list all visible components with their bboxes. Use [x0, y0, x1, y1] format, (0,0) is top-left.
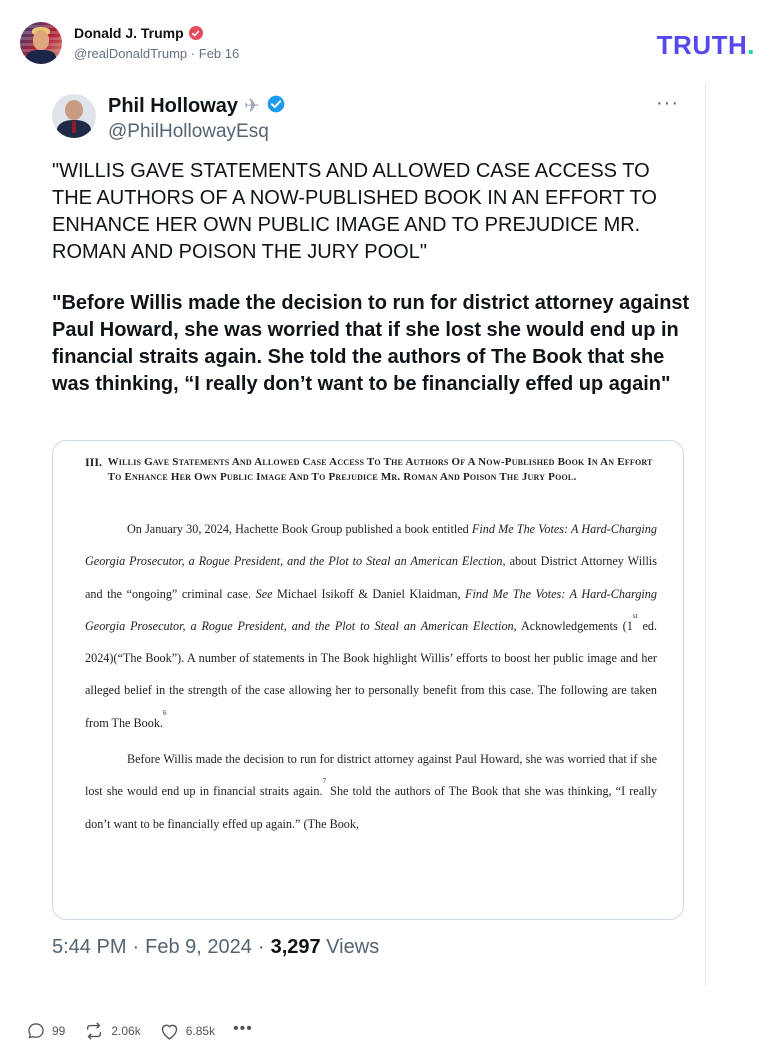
document-paragraph-2: Before Willis made the decision to run for district attorney against Paul Howard, she was worried that if she lost she would end up in financial straits again.$^7$ She told the authors of The Book that she was thinking, “I really don’t want to be financially effed up again.” (The Book,	[85, 752, 657, 831]
like-count: 6.85k	[185, 1024, 216, 1038]
tweet-quote-caps: "WILLIS GAVE STATEMENTS AND ALLOWED CASE ACCESS TO THE AUTHORS OF A NOW-PUBLISHED BOOK IN AN EFFORT TO ENHANCE HER OWN PUBLIC IMAGE AND TO PREJUDICE MR. ROMAN AND POISON THE JURY POOL"	[52, 160, 657, 263]
document-paragraph-1: On January 30, 2024, Hachette Book Group published a book entitled Find Me The Votes: A Hard-Charging Georgia Prosecutor, a Rogue President, and the Plot to Steal an American Election, about District Attorney Willis and the “ongoing” criminal case. See Michael Isikoff & Daniel Klaidman, Find Me The Votes: A Hard-Charging Georgia Prosecutor, a Rogue President, and the Plot to Steal an American Election, Acknowledgements (1st ed. 2024)(“The Book”). A number of statements in The Book highlight Willis’ efforts to boost her public image and her alleged belief in the strength of the case allowing her to personally benefit from this case. The following are taken from The Book.$^6$	[85, 522, 658, 730]
author-block	[74, 25, 239, 61]
legal-document-excerpt	[52, 440, 684, 920]
heart-icon	[159, 1021, 180, 1041]
retruth-button[interactable]	[83, 1021, 140, 1041]
truth-logo[interactable]	[657, 30, 755, 61]
reply-count: 99	[52, 1024, 66, 1038]
author-handle[interactable]: @realDonaldTrump	[74, 46, 188, 61]
post-actions	[26, 1021, 253, 1041]
tweet-quote-bold: "Before Willis made the decision to run for district attorney against Paul Howard, she was worried that if she lost she would end up in financial straits again. She told the authors of The Book that she was thinking, “I really don’t want to be financially effed up again"	[52, 292, 690, 395]
post-date[interactable]: Feb 16	[198, 46, 240, 61]
verified-badge-icon	[189, 26, 203, 40]
section-number: III.	[85, 455, 103, 469]
tweet-more-icon: ···	[656, 92, 679, 114]
tweet-date: Feb 9, 2024	[145, 936, 252, 958]
document-body	[85, 513, 657, 840]
tweet-author-avatar	[52, 94, 96, 138]
retruth-icon	[83, 1021, 105, 1041]
tweet-views-label: Views	[326, 936, 380, 958]
tweet-verified-icon	[266, 94, 286, 119]
tweet-meta-dot: ·	[132, 936, 140, 958]
retruth-count: 2.06k	[111, 1024, 141, 1038]
tweet-author-name: Phil Holloway	[108, 95, 239, 117]
more-options-icon[interactable]: •••	[233, 1020, 253, 1037]
tweet-time: 5:44 PM	[52, 936, 127, 958]
section-title: Willis Gave Statements And Allowed Case Access To The Authors Of A Now-Published Book In An Effort To Enhance Her Own Public Image And To Prejudice Mr. Roman And Poison The Jury Pool.	[107, 456, 653, 483]
tweet-meta	[52, 936, 379, 959]
tweet-header	[52, 94, 286, 143]
reply-icon	[26, 1021, 46, 1041]
reply-button[interactable]	[26, 1021, 65, 1041]
author-avatar[interactable]	[20, 22, 62, 64]
like-button[interactable]	[159, 1021, 215, 1041]
post-header	[20, 22, 239, 64]
author-name[interactable]: Donald J. Trump	[74, 25, 184, 41]
embedded-tweet-image[interactable]	[28, 84, 706, 986]
meta-separator: ·	[190, 46, 196, 61]
truth-logo-dot: .	[747, 30, 755, 60]
tweet-author-handle: @PhilHollowayEsq	[108, 121, 269, 142]
truth-logo-text: TRUTH	[656, 30, 748, 60]
author-meta	[74, 46, 239, 61]
airplane-icon: ✈	[244, 96, 260, 117]
tweet-meta-dot: ·	[257, 936, 265, 958]
tweet-views-count: 3,297	[270, 936, 321, 958]
document-section-heading	[85, 455, 655, 485]
